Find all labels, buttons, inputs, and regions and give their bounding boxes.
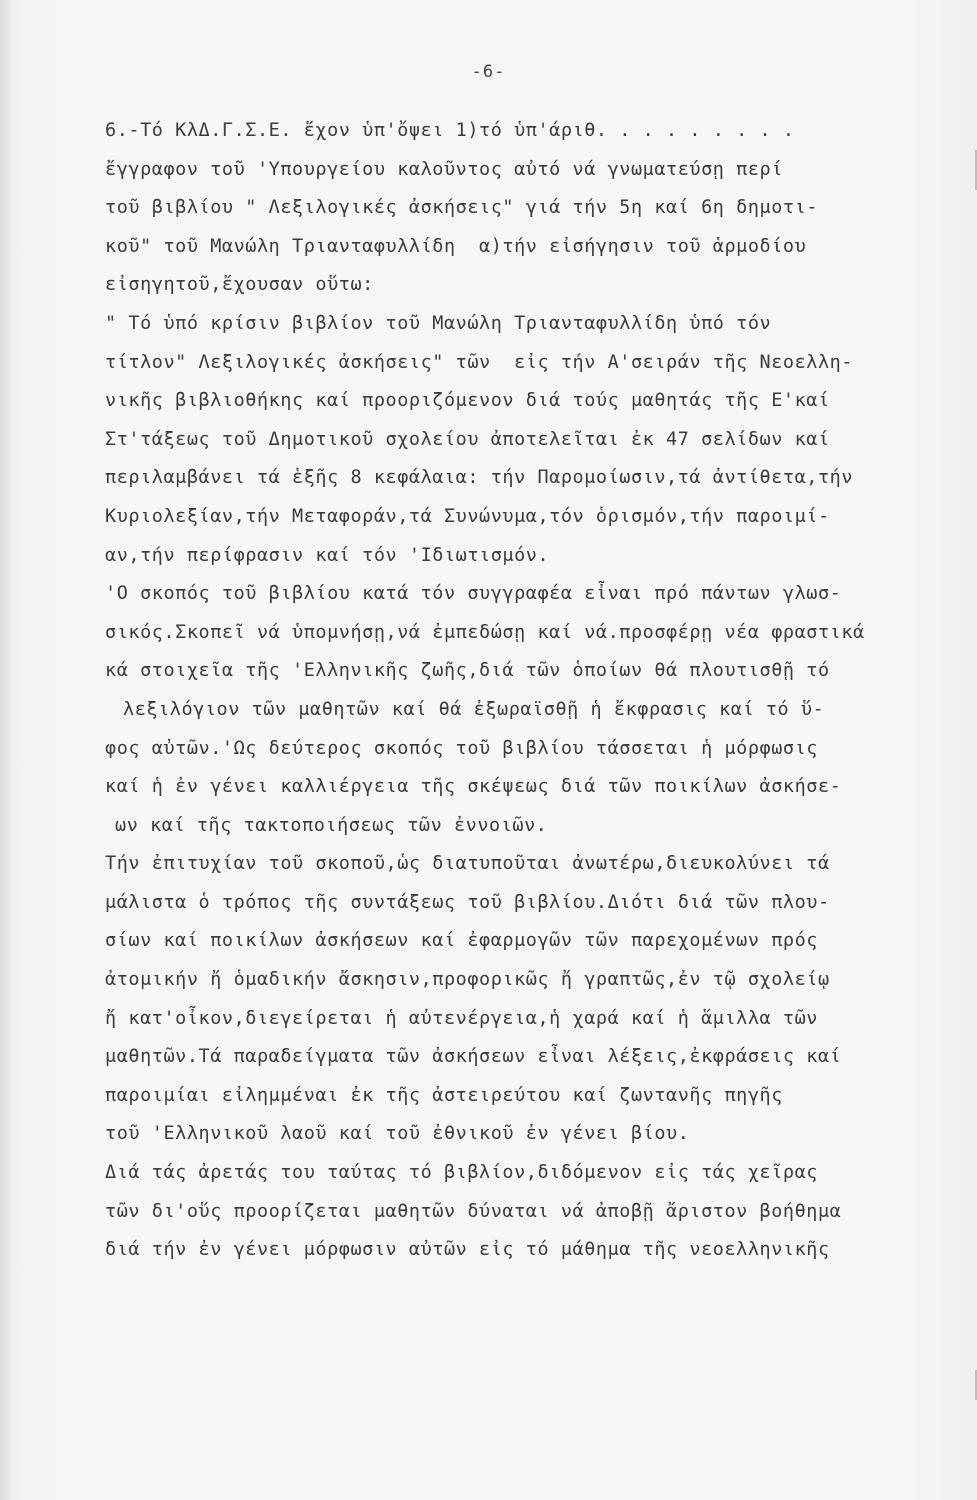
text-line: τοῦ βιβλίου " Λεξιλογικές ἀσκήσεις" γιά τήν 5η καί 6η δημοτι- xyxy=(105,197,818,219)
page-number: -6- xyxy=(471,62,506,82)
document-body xyxy=(105,112,965,1270)
text-line: εἰσηγητοῦ,ἔχουσαν οὕτω: xyxy=(105,274,374,296)
text-line: καί ἡ ἐν γένει καλλιέργεια τῆς σκέψεως διά τῶν ποικίλων ἀσκήσε- xyxy=(105,776,842,798)
text-line: περιλαμβάνει τά ἑξῆς 8 κεφάλαια: τήν Παρομοίωσιν,τά ἀντίθετα,τήν xyxy=(105,467,854,489)
text-line: 'Ο σκοπός τοῦ βιβλίου κατά τόν συγγραφέα εἶναι πρό πάντων γλωσ- xyxy=(105,583,842,605)
text-line: σίων καί ποικίλων ἀσκήσεων καί ἐφαρμογῶν τῶν παρεχομένων πρός xyxy=(105,930,818,952)
text-line: Τήν ἐπιτυχίαν τοῦ σκοποῦ,ὡς διατυποῦται ἀνωτέρω,διευκολύνει τά xyxy=(105,853,830,875)
text-line: μάλιστα ὁ τρόπος τῆς συντάξεως τοῦ βιβλίου.Διότι διά τῶν πλου- xyxy=(105,891,830,913)
text-line: τίτλον" Λεξιλογικές ἀσκήσεις" τῶν εἰς τήν Α'σειράν τῆς Νεοελλη- xyxy=(105,351,854,373)
text-line: ἔγγραφον τοῦ 'Υπουργείου καλοῦντος αὐτό νά γνωματεύσῃ περί xyxy=(105,158,783,180)
text-line: νικῆς βιβλιοθήκης καί προοριζόμενον διά τούς μαθητάς τῆς Ε'καί xyxy=(105,390,830,412)
text-line: σικός.Σκοπεῖ νά ὑπομνήσῃ,νά ἐμπεδώσῃ καί νά.προσφέρῃ νέα φραστικά xyxy=(105,621,865,643)
text-line: κοῦ" τοῦ Μανώλη Τριανταφυλλίδη α)τήν εἰσήγησιν τοῦ ἁρμοδίου xyxy=(105,235,807,257)
text-line: " Τό ὑπό κρίσιν βιβλίον τοῦ Μανώλη Τριανταφυλλίδη ὑπό τόν xyxy=(105,312,772,334)
text-line: παροιμίαι εἰλημμέναι ἐκ τῆς ἀστειρεύτου καί ζωντανῆς πηγῆς xyxy=(105,1084,783,1106)
text-line: τῶν δι'οὕς προορίζεται μαθητῶν δύναται νά ἀποβῇ ἄριστον βοήθημα xyxy=(105,1200,842,1222)
text-line: 6.-Τό ΚλΔ.Γ.Σ.Ε. ἔχον ὑπ'ὄψει 1)τό ὑπ'άριθ. . . . . . . . . xyxy=(105,120,795,141)
text-line: ἤ κατ'οἶκον,διεγείρεται ἡ αὐτενέργεια,ἡ χαρά καί ἡ ἅμιλλα τῶν xyxy=(105,1007,818,1029)
text-line: τοῦ 'Ελληνικοῦ λαοῦ καί τοῦ ἐθνικοῦ ἐν γένει βίου. xyxy=(105,1123,690,1145)
text-line: Διά τάς ἀρετάς του ταύτας τό βιβλίον,διδόμενον εἰς τάς χεῖρας xyxy=(105,1162,818,1184)
text-line: ων καί τῆς τακτοποιήσεως τῶν ἐννοιῶν. xyxy=(115,814,548,836)
text-line: κά στοιχεῖα τῆς 'Ελληνικῆς ζωῆς,διά τῶν ὁποίων θά πλουτισθῇ τό xyxy=(105,660,830,682)
text-line: μαθητῶν.Τά παραδείγματα τῶν ἀσκήσεων εἶναι λέξεις,ἐκφράσεις καί xyxy=(105,1046,842,1068)
text-line: ἀτομικήν ἤ ὁμαδικήν ἄσκησιν,προφορικῶς ἤ γραπτῶς,ἐν τῷ σχολείῳ xyxy=(105,969,830,991)
text-line: Κυριολεξίαν,τήν Μεταφοράν,τά Συνώνυμα,τόν ὁρισμόν,τήν παροιμί- xyxy=(105,505,830,527)
text-line: λεξιλόγιον τῶν μαθητῶν καί θά ἐξωραϊσθῇ ἡ ἔκφρασις καί τό ὕ- xyxy=(123,698,825,720)
scan-edge-shadow xyxy=(0,0,14,1500)
text-line: διά τήν ἐν γένει μόρφωσιν αὐτῶν εἰς τό μάθημα τῆς νεοελληνικῆς xyxy=(105,1239,830,1261)
text-line: φος αὐτῶν.'Ως δεύτερος σκοπός τοῦ βιβλίου τάσσεται ἡ μόρφωσις xyxy=(105,737,818,759)
text-line: Στ'τάξεως τοῦ Δημοτικοῦ σχολείου ἀποτελεῖται ἐκ 47 σελίδων καί xyxy=(105,428,830,450)
text-line: αν,τήν περίφρασιν καί τόν 'Ιδιωτισμόν. xyxy=(105,544,550,566)
